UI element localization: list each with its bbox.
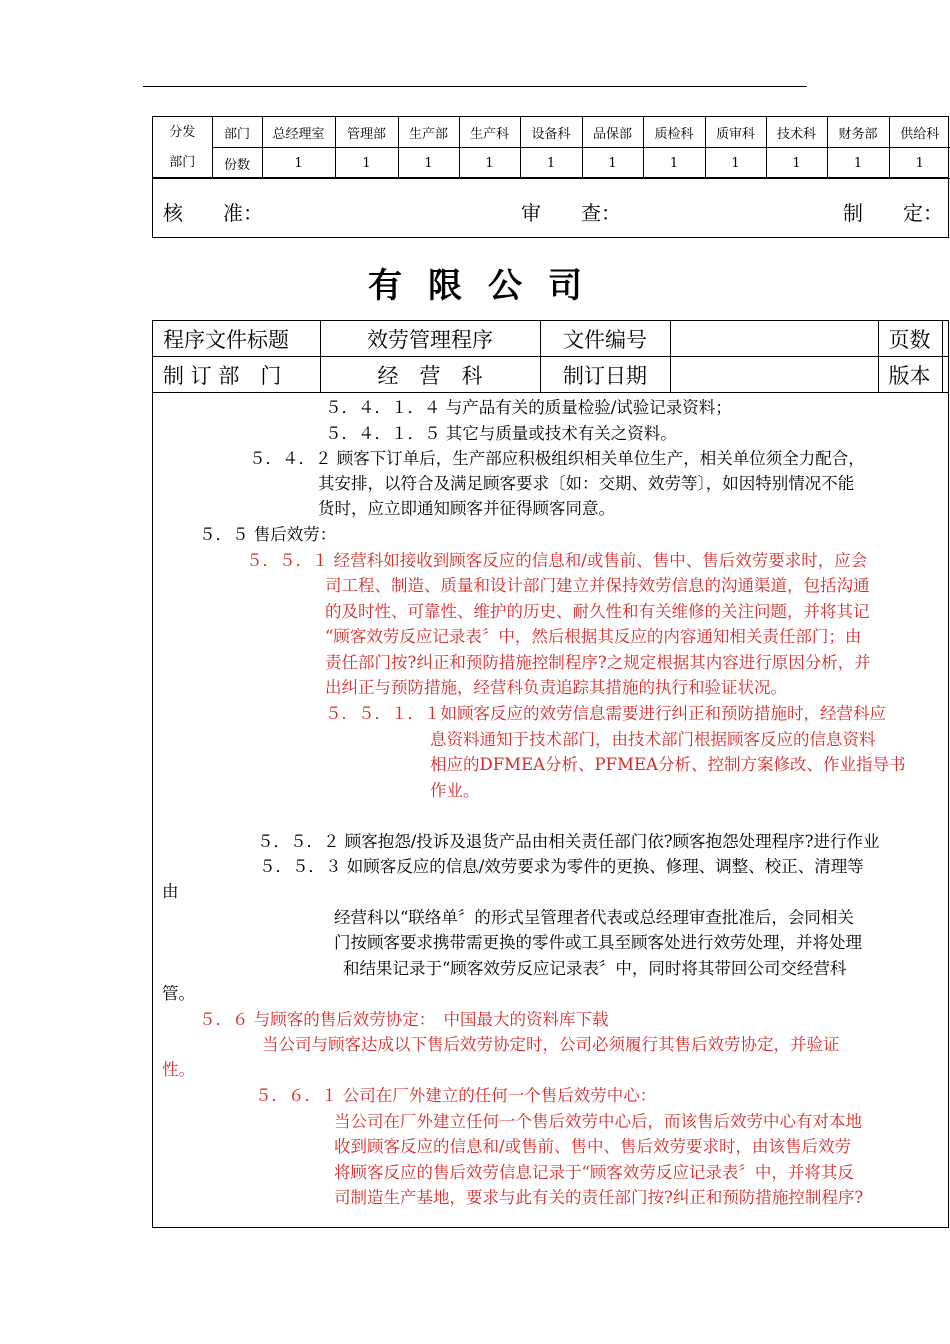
approval-row: [153, 177, 948, 239]
document-text: [153, 393, 948, 1227]
copies-cell: 1: [705, 148, 766, 179]
row-label-departments: 部门: [212, 117, 262, 148]
dept-cell: 设备科: [520, 117, 582, 148]
text-line: 当公司在厂外建立任何一个售后效劳中心后，而该售后效劳中心有对本地: [334, 1112, 862, 1131]
text-line: 相应的DFMEA分析、PFMEA分析、控制方案修改、作业指导书: [430, 755, 906, 774]
text-line: 当公司与顾客达成以下售后效劳协定时，公司必须履行其售后效劳协定，并验证: [262, 1035, 840, 1054]
page-label: 页数: [878, 321, 942, 357]
text-line: ５．５．１．１如顾客反应的效劳信息需要进行纠正和预防措施时，经营科应: [325, 704, 886, 723]
number-value: [670, 321, 878, 357]
page-value: [942, 321, 948, 357]
dept-cell: 总经理室: [262, 117, 335, 148]
copies-cell: 1: [262, 148, 335, 179]
copies-cell: 1: [520, 148, 582, 179]
side-top: 分发: [169, 124, 196, 140]
copies-cell: 1: [889, 148, 950, 179]
copies-cell: 1: [766, 148, 827, 179]
text-line: ５．５ 售后效劳：: [199, 525, 337, 544]
text-line: 的及时性、可靠性、维护的历史、耐久性和有关维修的关注问题，并将其记: [325, 602, 870, 621]
copies-cell: 1: [459, 148, 520, 179]
text-line: 货时，应立即通知顾客并征得顾客同意。: [318, 499, 615, 518]
dept-value: 经 营 科: [320, 357, 540, 393]
distribution-row-departments: [153, 117, 950, 148]
title-label: 程序文件标题: [153, 321, 320, 357]
copies-cell: 1: [398, 148, 459, 179]
dept-cell: 质检科: [643, 117, 705, 148]
text-line: “顾客效劳反应记录表〞中，然后根据其反应的内容通知相关责任部门；由: [325, 627, 862, 646]
version-value: [942, 357, 948, 393]
side-bottom: 部门: [169, 154, 196, 170]
date-label: 制订日期: [540, 357, 670, 393]
row-label-copies: 份数: [212, 148, 262, 179]
text-line: 由: [162, 882, 179, 901]
text-line: 管。: [162, 984, 195, 1003]
company-title: 有限公司: [368, 266, 608, 306]
text-line: 责任部门按?纠正和预防措施控制程序?之规定根据其内容进行原因分析，并: [325, 653, 871, 672]
dept-cell: 生产科: [459, 117, 520, 148]
dept-cell: 品保部: [582, 117, 643, 148]
text-line: 息资料通知于技术部门，由技术部门根据顾客反应的信息资料: [430, 730, 876, 749]
text-line: ５．４．１．５ 其它与质量或技术有关之资料。: [325, 424, 677, 443]
date-value: [670, 357, 878, 393]
copies-cell: 1: [827, 148, 889, 179]
document-header-table: [153, 321, 948, 393]
copies-cell: 1: [335, 148, 398, 179]
text-line: ５．４．２ 顾客下订单后，生产部应积极组织相关单位生产，相关单位须全力配合，: [249, 449, 865, 468]
title-value: 效劳管理程序: [320, 321, 540, 357]
version-label: 版本: [878, 357, 942, 393]
copies-cell: 1: [643, 148, 705, 179]
dept-cell: 质审科: [705, 117, 766, 148]
header-row-1: [153, 321, 948, 357]
number-label: 文件编号: [540, 321, 670, 357]
distribution-row-copies: [153, 148, 950, 179]
review-label: 审 查：: [521, 201, 621, 225]
dept-cell: 生产部: [398, 117, 459, 148]
copies-cell: 1: [582, 148, 643, 179]
header-row-2: [153, 357, 948, 393]
text-line: 其安排，以符合及满足顾客要求〔如：交期、效劳等〕，如因特别情况不能: [318, 474, 855, 493]
distribution-grid: [153, 117, 950, 179]
text-line: 收到顾客反应的信息和/或售前、售中、售后效劳要求时，由该售后效劳: [334, 1137, 852, 1156]
text-line: 司制造生产基地，要求与此有关的责任部门按?纠正和预防措施控制程序?: [334, 1188, 864, 1207]
text-line: ５．４．１．４ 与产品有关的质量检验/试验记录资料；: [325, 398, 732, 417]
dept-cell: 供给科: [889, 117, 950, 148]
dept-cell: 管理部: [335, 117, 398, 148]
prepare-label: 制 定：: [843, 201, 943, 225]
header-rule: [143, 86, 807, 87]
text-line: 性。: [162, 1060, 195, 1079]
document-body-frame: [152, 320, 949, 1228]
text-line: ５．５．２ 顾客抱怨/投诉及退货产品由相关责任部门依?顾客抱怨处理程序?进行作业: [257, 832, 880, 851]
text-line: 和结果记录于“顾客效劳反应记录表〞中，同时将其带回公司交经营科: [343, 959, 847, 978]
text-line: 出纠正与预防措施，经营科负责追踪其措施的执行和验证状况。: [325, 678, 787, 697]
text-line: 经营科以“联络单〞的形式呈管理者代表或总经理审查批准后，会同相关: [334, 908, 854, 927]
text-line: 门按顾客要求携带需更换的零件或工具至顾客处进行效劳处理，并将处理: [334, 933, 862, 952]
text-line: 司工程、制造、质量和设计部门建立并保持效劳信息的沟通渠道，包括沟通: [325, 576, 870, 595]
text-line: ５．６．１ 公司在厂外建立的任何一个售后效劳中心：: [255, 1086, 657, 1105]
dept-cell: 技术科: [766, 117, 827, 148]
text-line: 将顾客反应的售后效劳信息记录于“顾客效劳反应记录表〞中，并将其反: [334, 1163, 854, 1182]
text-line: ５．６ 与顾客的售后效劳协定： 中国最大的资料库下载: [199, 1010, 609, 1029]
text-line: ５．５．３ 如顾客反应的信息/效劳要求为零件的更换、修理、调整、校正、清理等: [259, 857, 864, 876]
distribution-table: [152, 116, 949, 238]
text-line: 作业。: [430, 781, 480, 800]
dept-label: 制 订 部 门: [153, 357, 320, 393]
text-line: ５．５．１ 经营科如接收到顾客反应的信息和/或售前、售中、售后效劳要求时，应会: [246, 551, 868, 570]
dept-cell: 财务部: [827, 117, 889, 148]
approve-label: 核 准：: [163, 201, 263, 225]
distribution-side-label: [153, 117, 212, 179]
